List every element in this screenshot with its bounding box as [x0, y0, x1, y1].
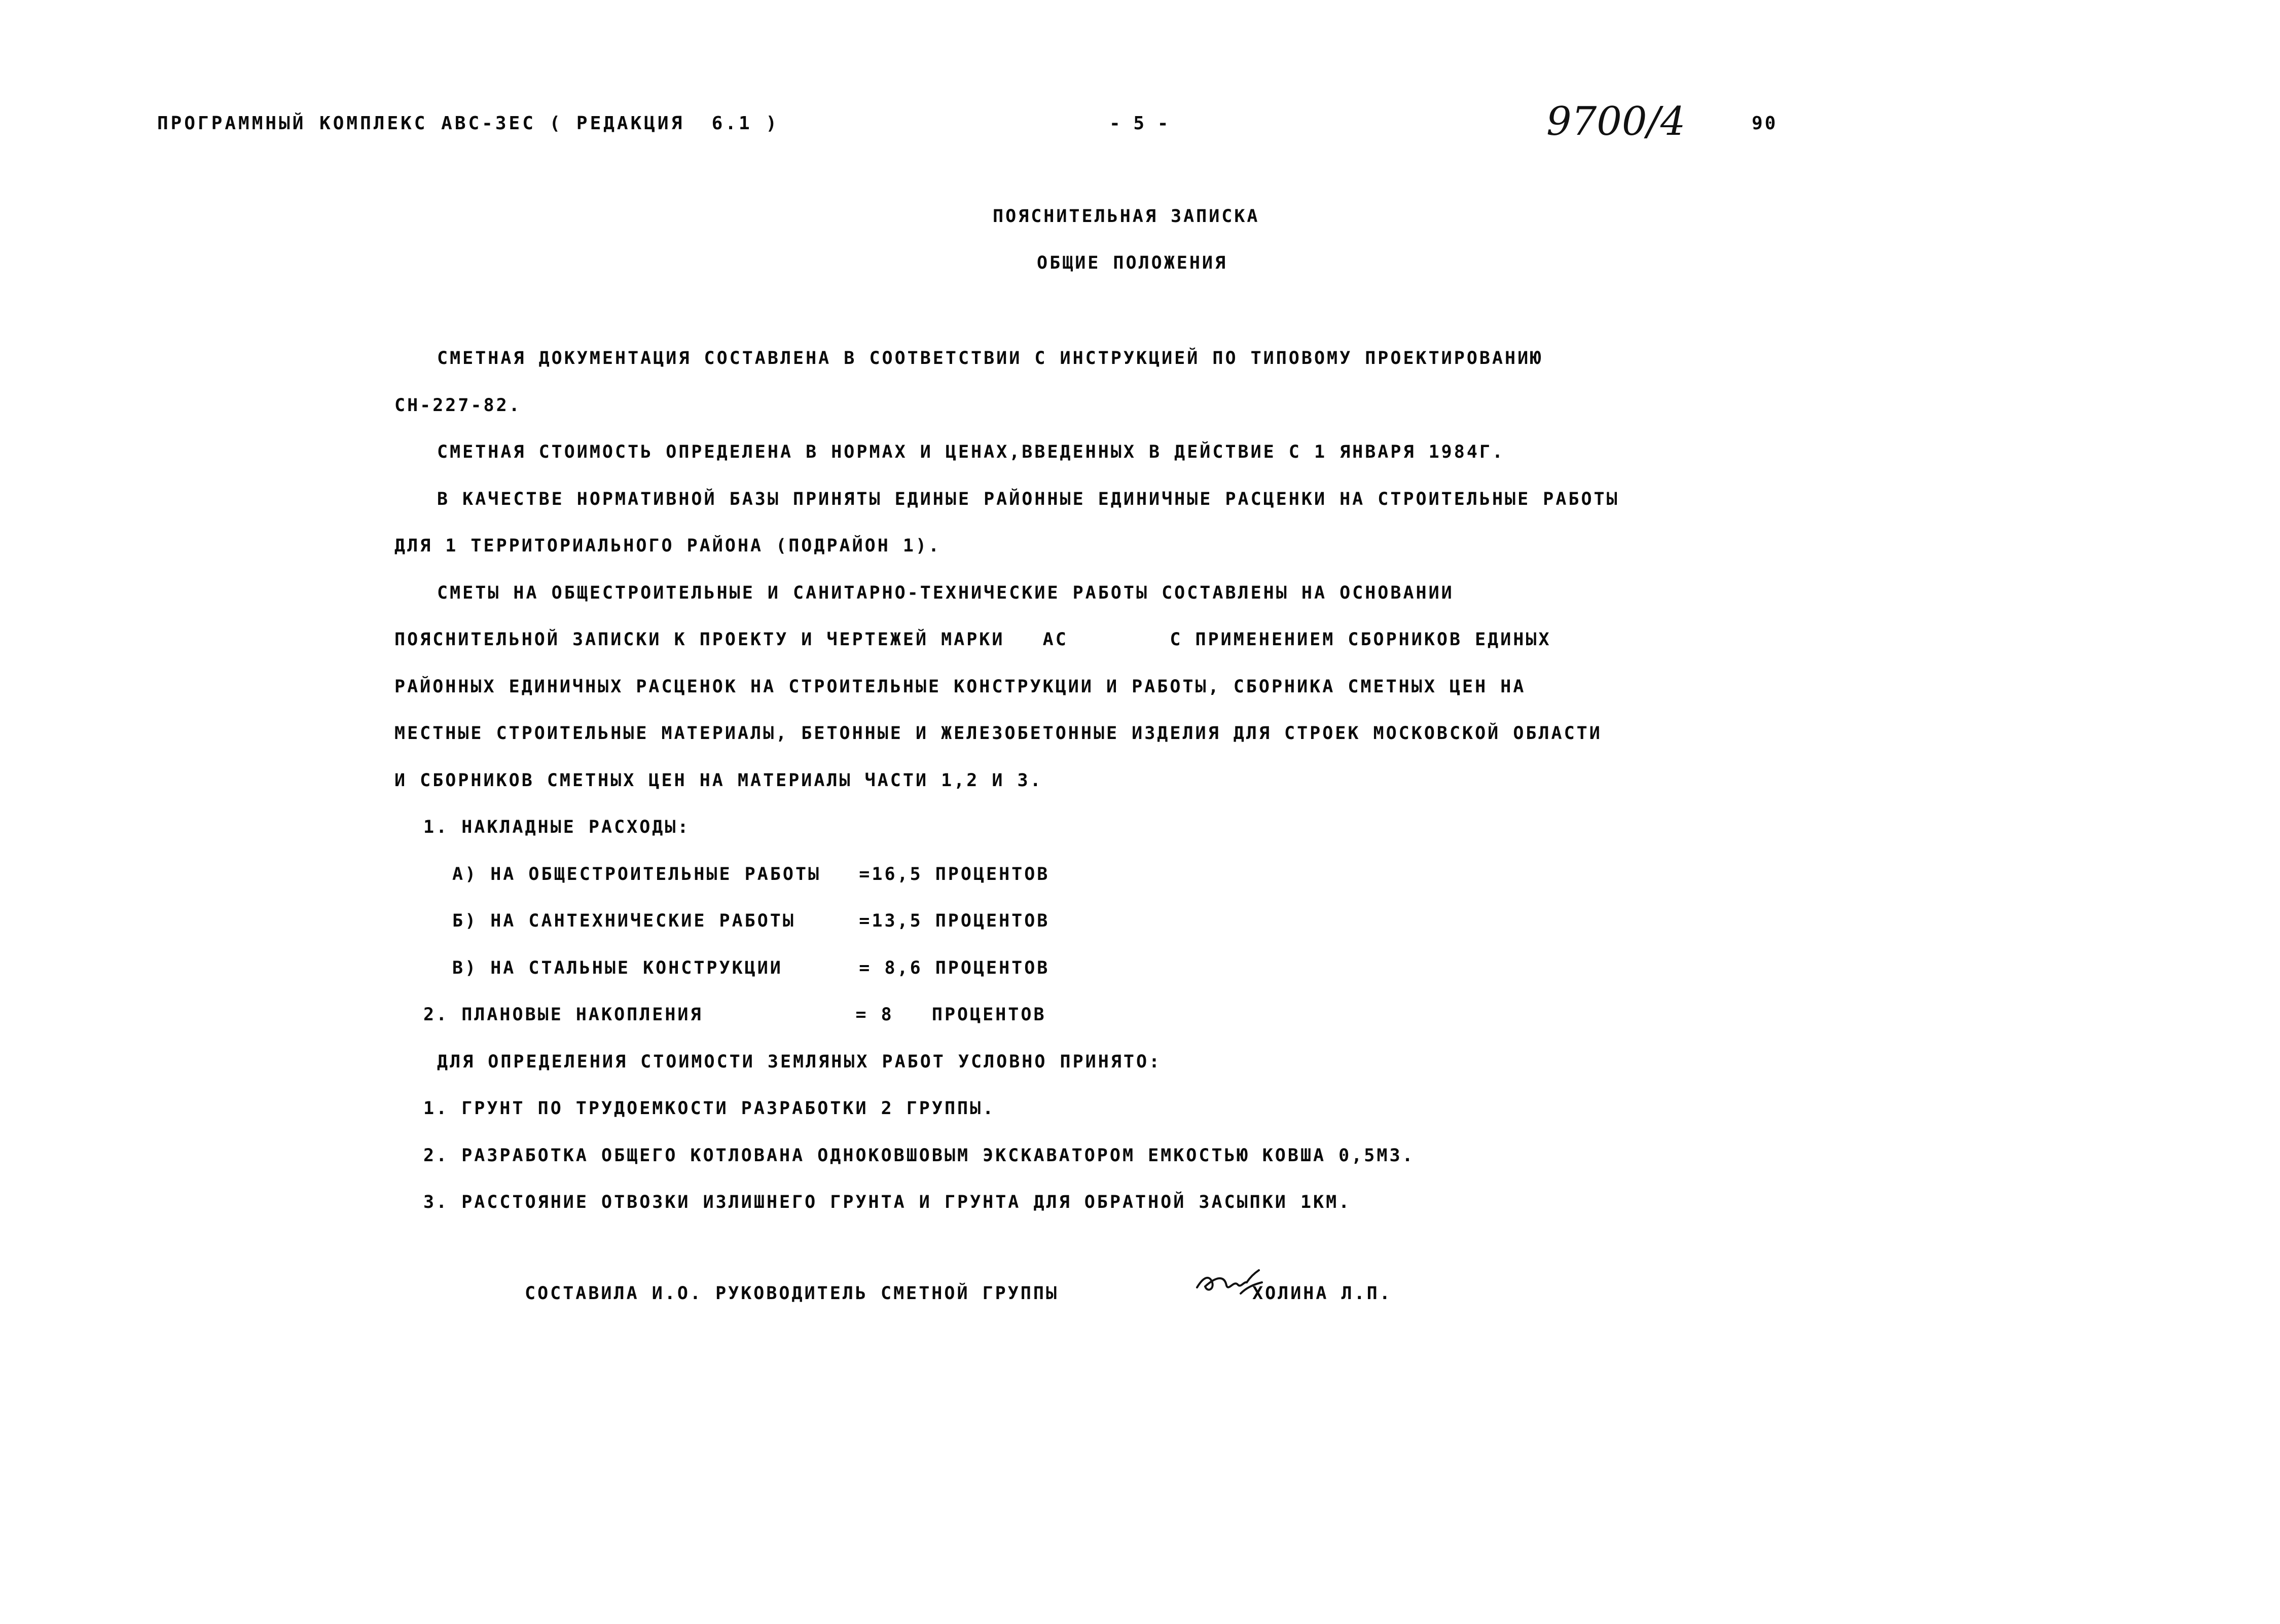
body-line-19: 3. РАССТОЯНИЕ ОТВОЗКИ ИЗЛИШНЕГО ГРУНТА И ГРУНТА ДЛЯ ОБРАТНОЙ ЗАСЫПКИ 1КМ. [423, 1192, 1352, 1212]
body-line-13: Б) НА САНТЕХНИЧЕСКИЕ РАБОТЫ =13,5 ПРОЦЕНТОВ [452, 911, 1050, 931]
body-line-6: СМЕТЫ НА ОБЩЕСТРОИТЕЛЬНЫЕ И САНИТАРНО-ТЕХНИЧЕСКИЕ РАБОТЫ СОСТАВЛЕНЫ НА ОСНОВАНИИ [437, 583, 1454, 603]
body-line-12: А) НА ОБЩЕСТРОИТЕЛЬНЫЕ РАБОТЫ =16,5 ПРОЦЕНТОВ [452, 864, 1050, 884]
body-line-14: В) НА СТАЛЬНЫЕ КОНСТРУКЦИИ = 8,6 ПРОЦЕНТОВ [452, 958, 1050, 978]
header-sheet-number: 90 [1752, 113, 1778, 134]
body-line-11: 1. НАКЛАДНЫЕ РАСХОДЫ: [423, 817, 691, 837]
document-subtitle: ОБЩИЕ ПОЛОЖЕНИЯ [1037, 253, 1228, 273]
document-title: ПОЯСНИТЕЛЬНАЯ ЗАПИСКА [993, 206, 1260, 227]
body-line-15: 2. ПЛАНОВЫЕ НАКОПЛЕНИЯ = 8 ПРОЦЕНТОВ [423, 1005, 1046, 1025]
body-line-8: РАЙОННЫХ ЕДИНИЧНЫХ РАСЦЕНОК НА СТРОИТЕЛЬНЫЕ КОНСТРУКЦИИ И РАБОТЫ, СБОРНИКА СМЕТНЫХ ЦЕН НА [394, 677, 1526, 697]
body-line-2: СН-227-82. [394, 395, 522, 416]
body-line-3: СМЕТНАЯ СТОИМОСТЬ ОПРЕДЕЛЕНА В НОРМАХ И ЦЕНАХ,ВВЕДЕННЫХ В ДЕЙСТВИЕ С 1 ЯНВАРЯ 1984Г. [437, 442, 1505, 462]
body-line-18: 2. РАЗРАБОТКА ОБЩЕГО КОТЛОВАНА ОДНОКОВШОВЫМ ЭКСКАВАТОРОМ ЕМКОСТЬЮ КОВША 0,5М3. [423, 1146, 1415, 1166]
body-line-10: И СБОРНИКОВ СМЕТНЫХ ЦЕН НА МАТЕРИАЛЫ ЧАСТИ 1,2 И 3. [394, 770, 1043, 791]
header-page-number: - 5 - [1109, 113, 1170, 134]
header-doc-number: 9700/4 [1546, 99, 1686, 144]
body-line-17: 1. ГРУНТ ПО ТРУДОЕМКОСТИ РАЗРАБОТКИ 2 ГРУППЫ. [423, 1098, 996, 1119]
header-program: ПРОГРАММНЫЙ КОМПЛЕКС АВС-3ЕС ( РЕДАКЦИЯ 6.1 ) [157, 113, 779, 134]
footer-name: ХОЛИНА Л.П. [1252, 1283, 1392, 1304]
body-line-4: В КАЧЕСТВЕ НОРМАТИВНОЙ БАЗЫ ПРИНЯТЫ ЕДИНЫЕ РАЙОННЫЕ ЕДИНИЧНЫЕ РАСЦЕНКИ НА СТРОИТЕЛЬНЫЕ РАБОТЫ [437, 489, 1619, 509]
body-line-16: ДЛЯ ОПРЕДЕЛЕНИЯ СТОИМОСТИ ЗЕМЛЯНЫХ РАБОТ УСЛОВНО ПРИНЯТО: [437, 1052, 1162, 1072]
body-line-5: ДЛЯ 1 ТЕРРИТОРИАЛЬНОГО РАЙОНА (ПОДРАЙОН 1). [394, 536, 942, 556]
body-line-1: СМЕТНАЯ ДОКУМЕНТАЦИЯ СОСТАВЛЕНА В СООТВЕТСТВИИ С ИНСТРУКЦИЕЙ ПО ТИПОВОМУ ПРОЕКТИРОВАНИЮ [437, 348, 1543, 368]
body-line-7: ПОЯСНИТЕЛЬНОЙ ЗАПИСКИ К ПРОЕКТУ И ЧЕРТЕЖЕЙ МАРКИ АС С ПРИМЕНЕНИЕМ СБОРНИКОВ ЕДИНЫХ [394, 630, 1551, 650]
footer-compiled-by: СОСТАВИЛА И.О. РУКОВОДИТЕЛЬ СМЕТНОЙ ГРУППЫ [525, 1283, 1059, 1304]
body-line-9: МЕСТНЫЕ СТРОИТЕЛЬНЫЕ МАТЕРИАЛЫ, БЕТОННЫЕ И ЖЕЛЕЗОБЕТОННЫЕ ИЗДЕЛИЯ ДЛЯ СТРОЕК МОСКОВСКОЙ ОБЛАСТИ [394, 723, 1602, 744]
